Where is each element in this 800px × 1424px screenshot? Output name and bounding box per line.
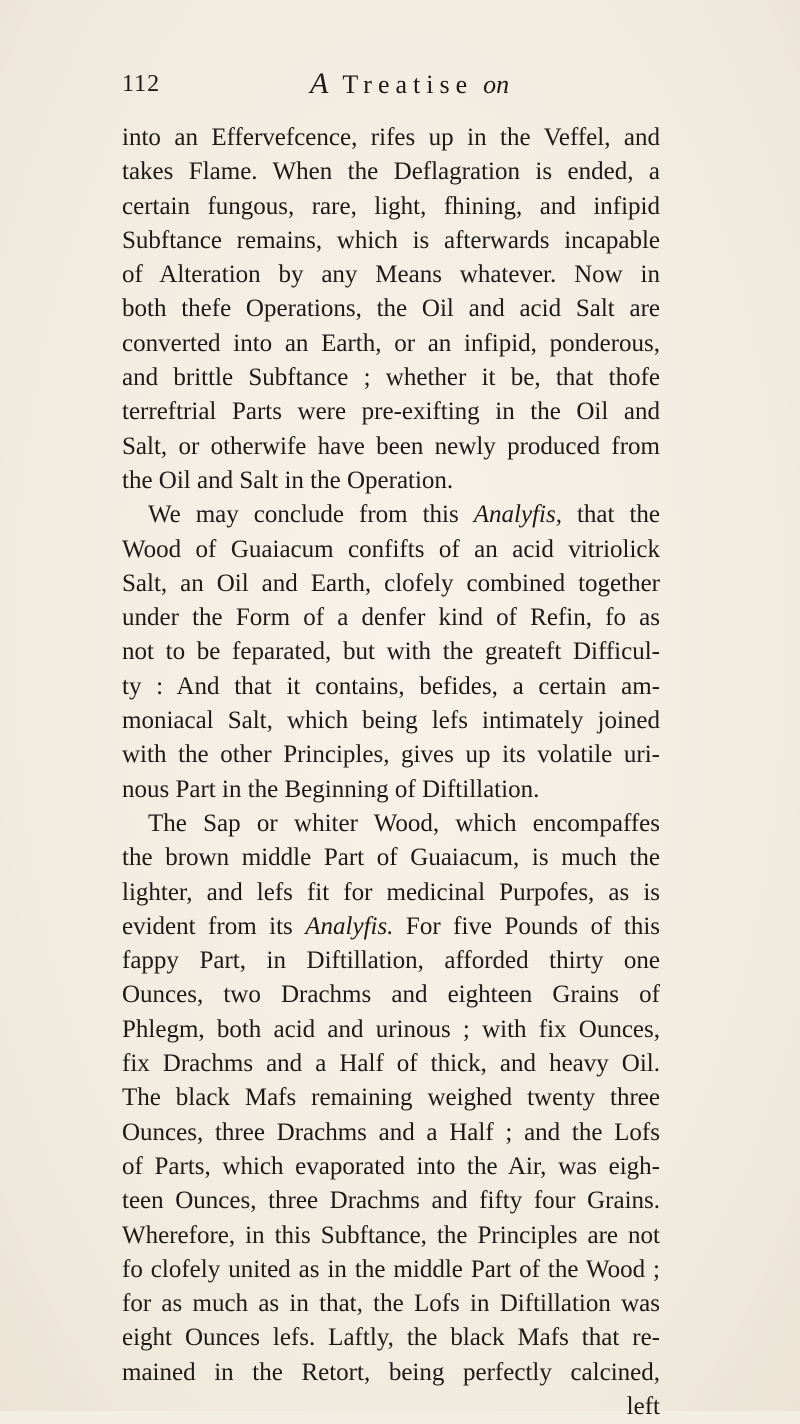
text-line: takes Flame. When the Deflagration is ended, a (122, 158, 660, 186)
text-line: certain fungous, rare, light, fhining, and infipid (122, 192, 660, 220)
text-line: moniacal Salt, which being lefs intimately joined (122, 707, 660, 735)
text-line: converted into an Earth, or an infipid, ponderous, (122, 329, 660, 357)
text-line: of Alteration by any Means whatever. Now in (122, 261, 660, 289)
text-line: Wherefore, in this Subftance, the Principles are not (122, 1221, 660, 1249)
text-line: Ounces, two Drachms and eighteen Grains of (122, 981, 660, 1009)
text-line: fappy Part, in Diftillation, afforded thirty one (122, 947, 660, 975)
text-line: The Sap or whiter Wood, which encompaffes (148, 809, 660, 837)
text-line: and brittle Subftance ; whether it be, that thofe (122, 364, 660, 392)
text-line: Ounces, three Drachms and a Half ; and the Lofs (122, 1118, 660, 1146)
running-title-on: on (483, 70, 510, 99)
text-line: mained in the Retort, being perfectly calcined, (122, 1358, 660, 1386)
text-line: lighter, and lefs fit for medicinal Purpofes, as is (122, 878, 660, 906)
text-line: The black Mafs remaining weighed twenty three (122, 1084, 660, 1112)
page-header (122, 64, 660, 104)
text-segment: evident from its (122, 912, 293, 940)
running-title-word: Treatise (342, 70, 474, 99)
text-segment: that the (576, 501, 661, 529)
text-line: eight Ounces lefs. Laftly, the black Mafs that re- (122, 1324, 660, 1352)
text-line: into an Effervefcence, rifes up in the Veffel, and (122, 124, 660, 151)
text-line: teen Ounces, three Drachms and fifty four Grains. (122, 1187, 660, 1215)
catchword: left (626, 1392, 660, 1420)
text-line: the Oil and Salt in the Operation. (122, 466, 454, 494)
body-text (122, 121, 660, 1424)
text-line: the brown middle Part of Guaiacum, is much the (122, 844, 660, 872)
text-line: under the Form of a denfer kind of Refin, fo as (122, 604, 660, 632)
text-line-mixed (122, 498, 660, 532)
text-line: of Parts, which evaporated into the Air, was eigh- (122, 1152, 660, 1180)
text-segment: For five Pounds of this (405, 912, 661, 940)
text-line: for as much as in that, the Lofs in Diftillation was (122, 1290, 660, 1318)
text-line: fix Drachms and a Half of thick, and heavy Oil. (122, 1050, 660, 1078)
italic-term: Analyfis. (305, 912, 394, 940)
text-line: with the other Principles, gives up its volatile uri- (122, 741, 660, 769)
running-title (310, 64, 509, 105)
text-line: not to be feparated, but with the greateft Difficul- (122, 638, 660, 666)
text-line: terreftrial Parts were pre-exifting in the Oil and (122, 398, 660, 426)
page-number: 112 (122, 71, 161, 97)
text-line: Wood of Guaiacum confifts of an acid vitriolick (122, 535, 660, 563)
text-segment: We may conclude from this (148, 501, 459, 529)
italic-term: Analyfis, (473, 501, 562, 529)
text-line-mixed (122, 910, 660, 944)
text-line: fo clofely united as in the middle Part of the Wood ; (122, 1255, 660, 1283)
text-line: both thefe Operations, the Oil and acid Salt are (122, 295, 660, 323)
text-line: Salt, an Oil and Earth, clofely combined together (122, 569, 660, 597)
running-title-article: A (310, 67, 329, 100)
text-line: Phlegm, both acid and urinous ; with fix Ounces, (122, 1015, 660, 1043)
text-line: Salt, or otherwife have been newly produced from (122, 432, 660, 460)
text-line: nous Part in the Beginning of Diftillation. (122, 775, 540, 803)
text-line: Subftance remains, which is afterwards incapable (122, 226, 660, 254)
text-line: ty : And that it contains, befides, a certain am- (122, 672, 660, 700)
